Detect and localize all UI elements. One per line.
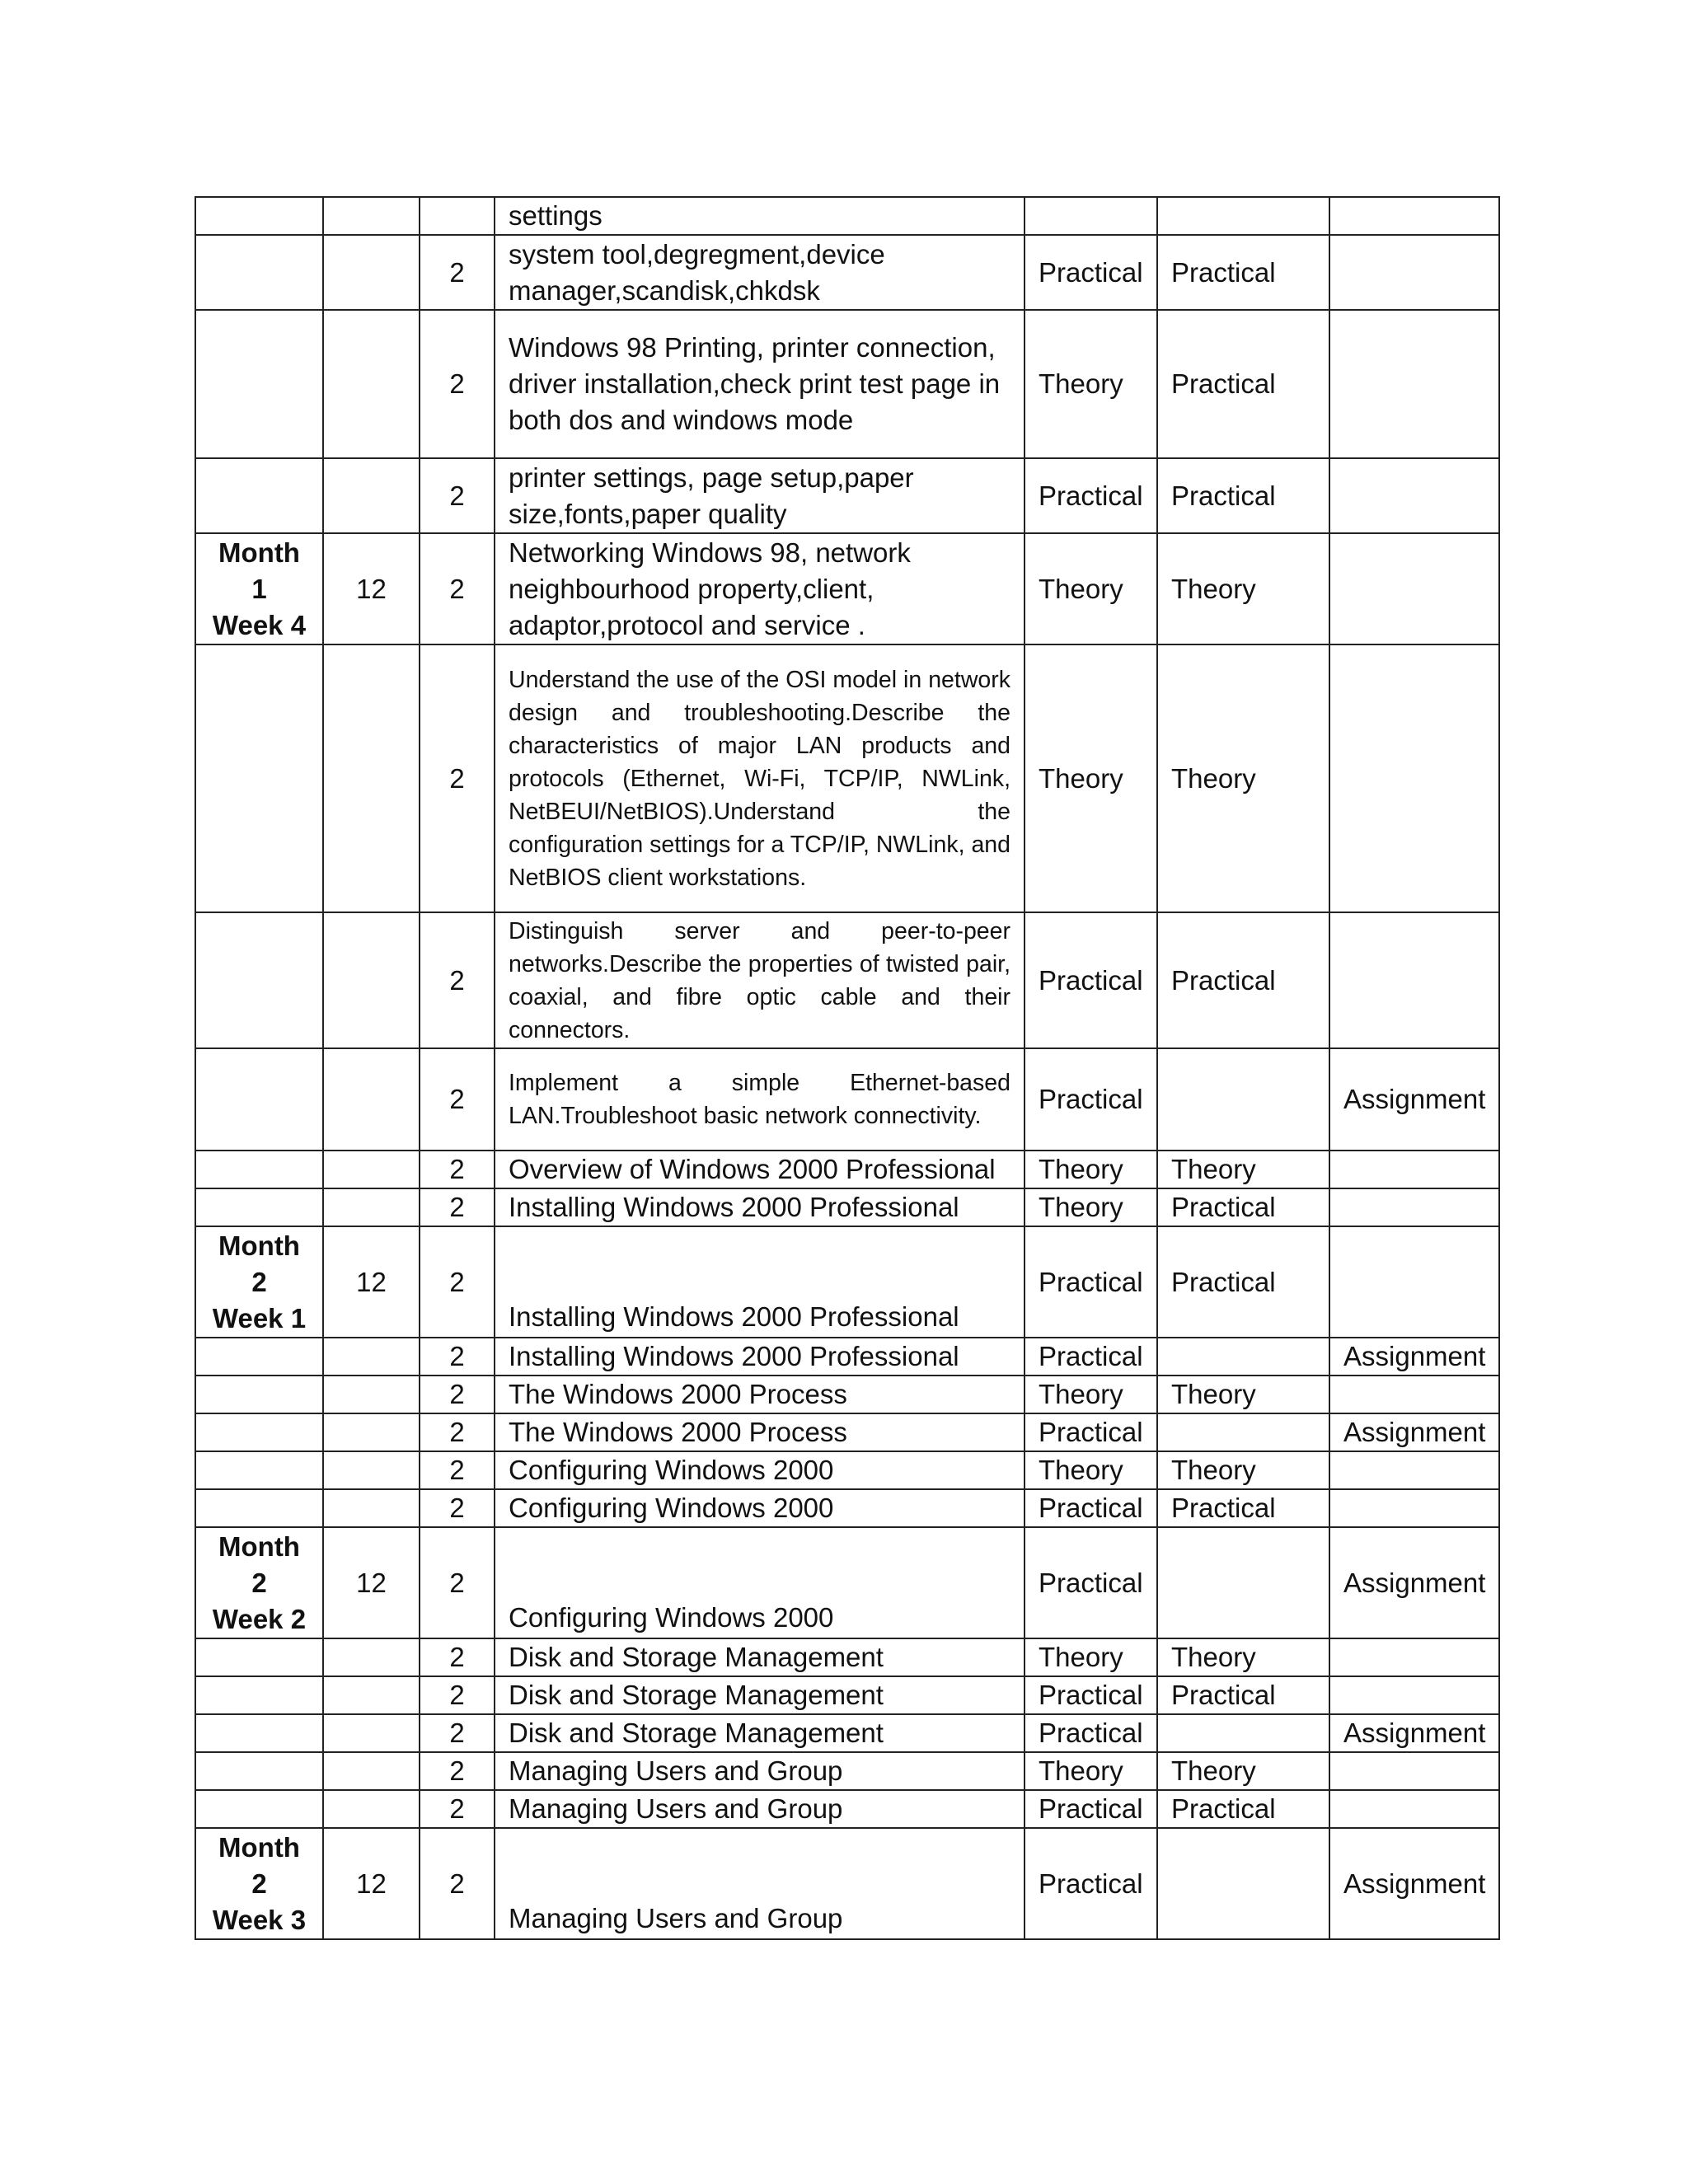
session-cell: 2 [420,1048,495,1151]
month-week-cell [195,1638,323,1676]
assessment-cell: Assignment [1329,1338,1499,1376]
type-cell: Theory [1025,1151,1157,1188]
assessment-cell [1329,1676,1499,1714]
type-cell: Practical [1025,1048,1157,1151]
table-row [195,1188,1499,1226]
hours-cell [323,1048,420,1151]
table-row [195,1638,1499,1676]
table-row [195,197,1499,235]
month-week-cell [195,1790,323,1828]
type-cell: Practical [1025,1226,1157,1338]
session-cell: 2 [420,1451,495,1489]
hours-cell [323,1638,420,1676]
hours-cell [323,1451,420,1489]
method-cell: Theory [1157,533,1329,644]
week-label: Week 3 [212,1904,307,1935]
table-row [195,1790,1499,1828]
month-week-cell [195,1828,323,1939]
type-cell: Theory [1025,1451,1157,1489]
type-cell: Practical [1025,458,1157,533]
topic-cell: Implement a simple Ethernet-based LAN.Troubleshoot basic network connectivity. [495,1048,1025,1151]
table-row [195,1714,1499,1752]
assessment-cell [1329,235,1499,310]
week-label: Week 1 [212,1302,307,1333]
type-cell: Practical [1025,1714,1157,1752]
month-week-cell [195,1376,323,1413]
table-row [195,533,1499,644]
session-cell: 2 [420,912,495,1048]
type-cell: Practical [1025,1489,1157,1527]
assessment-cell [1329,1226,1499,1338]
assessment-cell [1329,533,1499,644]
hours-cell [323,1188,420,1226]
method-cell: Practical [1157,310,1329,458]
month-week-cell [195,644,323,912]
session-cell: 2 [420,310,495,458]
type-cell: Practical [1025,1790,1157,1828]
type-cell: Theory [1025,644,1157,912]
topic-cell: Windows 98 Printing, printer connection, driver installation,check print test page in both dos and windows mode [495,310,1025,458]
week-label: Week 4 [212,609,307,640]
topic-cell: Configuring Windows 2000 [495,1451,1025,1489]
method-cell: Theory [1157,1151,1329,1188]
method-cell [1157,1527,1329,1638]
type-cell [1025,197,1157,235]
topic-cell: Installing Windows 2000 Professional [495,1338,1025,1376]
type-cell: Practical [1025,1338,1157,1376]
topic-cell: Installing Windows 2000 Professional [495,1188,1025,1226]
month-week-cell [195,235,323,310]
month-week-cell [195,197,323,235]
hours-cell [323,197,420,235]
table-row [195,1226,1499,1338]
topic-cell: Overview of Windows 2000 Professional [495,1151,1025,1188]
hours-cell [323,1376,420,1413]
table-row [195,1151,1499,1188]
type-cell: Theory [1025,310,1157,458]
month-week-cell [195,1338,323,1376]
method-cell [1157,1828,1329,1939]
topic-cell: Disk and Storage Management [495,1638,1025,1676]
month-number: 2 [251,1567,267,1598]
topic-cell: The Windows 2000 Process [495,1413,1025,1451]
session-cell: 2 [420,644,495,912]
table-row [195,1752,1499,1790]
assessment-cell [1329,1376,1499,1413]
table-row [195,1376,1499,1413]
month-week-cell [195,1714,323,1752]
month-week-cell [195,1451,323,1489]
session-cell: 2 [420,1413,495,1451]
type-cell: Practical [1025,912,1157,1048]
hours-cell [323,1714,420,1752]
hours-cell [323,1413,420,1451]
method-cell: Theory [1157,1638,1329,1676]
method-cell: Practical [1157,1489,1329,1527]
schedule-table [195,196,1500,1940]
method-cell [1157,197,1329,235]
month-week-cell [195,1188,323,1226]
hours-cell [323,458,420,533]
assessment-cell: Assignment [1329,1527,1499,1638]
assessment-cell: Assignment [1329,1413,1499,1451]
month-week-cell [195,1151,323,1188]
topic-cell: Disk and Storage Management [495,1676,1025,1714]
hours-cell [323,310,420,458]
assessment-cell [1329,197,1499,235]
method-cell: Practical [1157,1188,1329,1226]
topic-cell: system tool,degregment,device manager,scandisk,chkdsk [495,235,1025,310]
month-week-cell [195,1048,323,1151]
topic-cell: Managing Users and Group [495,1790,1025,1828]
month-week-cell [195,1226,323,1338]
table-row [195,1489,1499,1527]
type-cell: Practical [1025,1828,1157,1939]
table-row [195,1338,1499,1376]
topic-cell: Managing Users and Group [495,1752,1025,1790]
session-cell: 2 [420,235,495,310]
table-row [195,1413,1499,1451]
type-cell: Theory [1025,533,1157,644]
hours-cell: 12 [323,533,420,644]
type-cell: Practical [1025,235,1157,310]
month-week-cell [195,1527,323,1638]
assessment-cell: Assignment [1329,1714,1499,1752]
week-label: Week 2 [212,1603,307,1634]
method-cell: Practical [1157,1790,1329,1828]
session-cell [420,197,495,235]
method-cell: Theory [1157,644,1329,912]
method-cell [1157,1048,1329,1151]
assessment-cell [1329,1188,1499,1226]
session-cell: 2 [420,1790,495,1828]
table-row [195,644,1499,912]
type-cell: Practical [1025,1413,1157,1451]
month-label: Month [218,1530,300,1562]
topic-cell: Distinguish server and peer-to-peer networks.Describe the properties of twisted pair, coaxial, and fibre optic cable and their connectors. [495,912,1025,1048]
month-number: 1 [251,573,267,604]
method-cell: Practical [1157,235,1329,310]
topic-cell: Configuring Windows 2000 [495,1489,1025,1527]
month-week-cell [195,1676,323,1714]
session-cell: 2 [420,1338,495,1376]
hours-cell [323,1790,420,1828]
hours-cell: 12 [323,1527,420,1638]
assessment-cell [1329,912,1499,1048]
topic-cell: Disk and Storage Management [495,1714,1025,1752]
session-cell: 2 [420,1489,495,1527]
method-cell: Theory [1157,1451,1329,1489]
hours-cell [323,1752,420,1790]
month-week-cell [195,458,323,533]
table-row [195,1527,1499,1638]
session-cell: 2 [420,1188,495,1226]
topic-cell: Installing Windows 2000 Professional [495,1226,1025,1338]
session-cell: 2 [420,1828,495,1939]
month-week-cell [195,310,323,458]
type-cell: Theory [1025,1638,1157,1676]
topic-cell: Networking Windows 98, network neighbourhood property,client, adaptor,protocol and service . [495,533,1025,644]
session-cell: 2 [420,1714,495,1752]
topic-cell: Managing Users and Group [495,1828,1025,1939]
method-cell [1157,1413,1329,1451]
hours-cell: 12 [323,1828,420,1939]
hours-cell [323,644,420,912]
hours-cell [323,1676,420,1714]
assessment-cell [1329,1151,1499,1188]
assessment-cell: Assignment [1329,1828,1499,1939]
method-cell: Practical [1157,912,1329,1048]
month-number: 2 [251,1868,267,1899]
session-cell: 2 [420,1638,495,1676]
table-row [195,912,1499,1048]
assessment-cell [1329,1451,1499,1489]
assessment-cell [1329,1638,1499,1676]
session-cell: 2 [420,1226,495,1338]
method-cell [1157,1338,1329,1376]
month-week-cell [195,533,323,644]
session-cell: 2 [420,1527,495,1638]
type-cell: Practical [1025,1676,1157,1714]
month-week-cell [195,1489,323,1527]
method-cell [1157,1714,1329,1752]
hours-cell [323,912,420,1048]
type-cell: Practical [1025,1527,1157,1638]
type-cell: Theory [1025,1376,1157,1413]
table-row [195,1676,1499,1714]
month-label: Month [218,1230,300,1261]
assessment-cell [1329,310,1499,458]
session-cell: 2 [420,1376,495,1413]
topic-cell: Understand the use of the OSI model in network design and troubleshooting.Describe the characteristics of major LAN products and protocols (Ethernet, Wi-Fi, TCP/IP, NWLink, NetBEUI/NetBIOS).Understand the configuration settings for a TCP/IP, NWLink, and NetBIOS client workstations. [495,644,1025,912]
method-cell: Theory [1157,1376,1329,1413]
method-cell: Practical [1157,1676,1329,1714]
month-week-cell [195,1413,323,1451]
topic-cell: settings [495,197,1025,235]
hours-cell [323,1151,420,1188]
session-cell: 2 [420,458,495,533]
assessment-cell [1329,458,1499,533]
month-week-cell [195,912,323,1048]
topic-cell: printer settings, page setup,paper size,fonts,paper quality [495,458,1025,533]
session-cell: 2 [420,1676,495,1714]
assessment-cell [1329,1489,1499,1527]
hours-cell [323,235,420,310]
table-row [195,310,1499,458]
method-cell: Theory [1157,1752,1329,1790]
month-number: 2 [251,1266,267,1297]
session-cell: 2 [420,1752,495,1790]
table-row [195,235,1499,310]
assessment-cell: Assignment [1329,1048,1499,1151]
month-label: Month [218,537,300,568]
assessment-cell [1329,1752,1499,1790]
topic-cell: Configuring Windows 2000 [495,1527,1025,1638]
assessment-cell [1329,1790,1499,1828]
hours-cell: 12 [323,1226,420,1338]
session-cell: 2 [420,1151,495,1188]
table-row [195,458,1499,533]
assessment-cell [1329,644,1499,912]
table-row [195,1451,1499,1489]
month-label: Month [218,1831,300,1863]
hours-cell [323,1489,420,1527]
method-cell: Practical [1157,458,1329,533]
table-row [195,1048,1499,1151]
session-cell: 2 [420,533,495,644]
table-row [195,1828,1499,1939]
hours-cell [323,1338,420,1376]
type-cell: Theory [1025,1188,1157,1226]
month-week-cell [195,1752,323,1790]
method-cell: Practical [1157,1226,1329,1338]
topic-cell: The Windows 2000 Process [495,1376,1025,1413]
type-cell: Theory [1025,1752,1157,1790]
